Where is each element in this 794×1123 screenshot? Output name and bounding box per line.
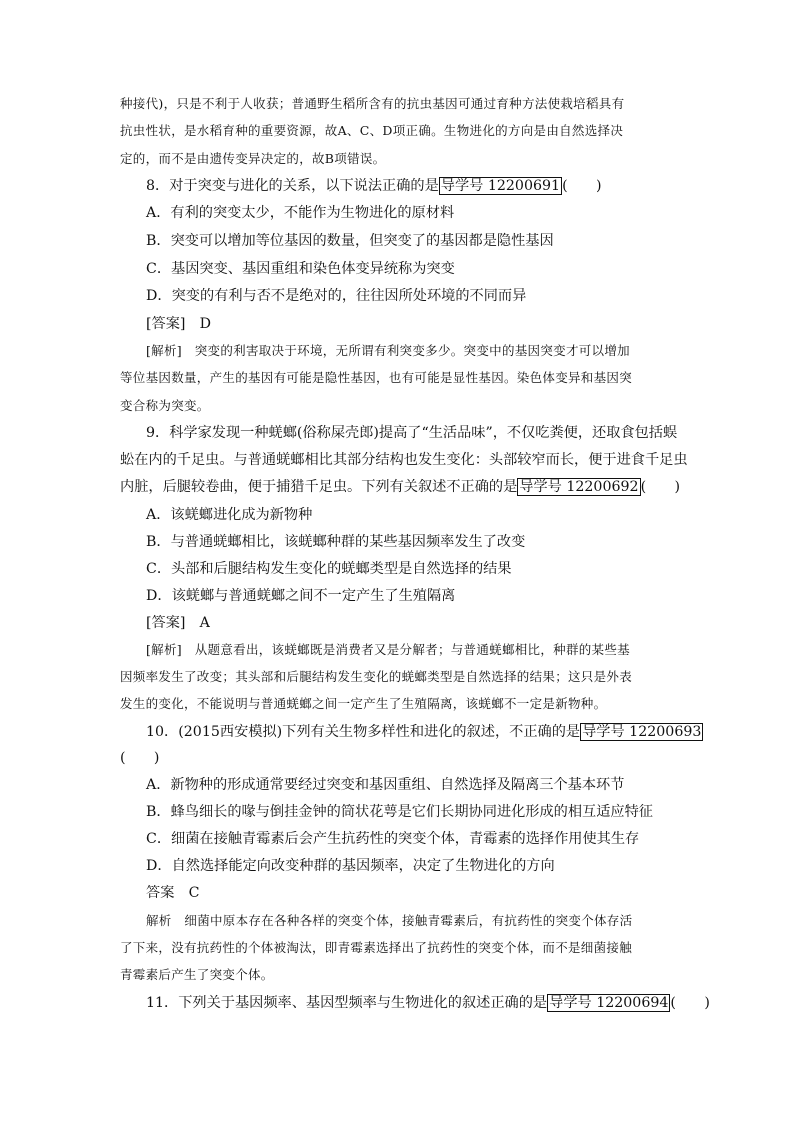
option-d: D．自然选择能定向改变种群的基因频率，决定了生物进化的方向 [146, 858, 555, 874]
explanation-line: 青霉素后产生了突变个体。 [120, 967, 274, 982]
question-text: 10．(2015西安模拟)下列有关生物多样性和进化的叙述，不正确的是 [146, 724, 581, 740]
question-code-box: 导学号 12200693 [582, 724, 702, 740]
question-8 [146, 177, 602, 195]
question-text: 11．下列关于基因频率、基因型频率与生物进化的叙述正确的是 [146, 995, 548, 1011]
question-code-box: 导学号 12200692 [519, 479, 639, 495]
question-9: 9．科学家发现一种蜣螂(俗称屎壳郎)提高了“生活品味”，不仅吃粪便，还取食包括蜈 [146, 425, 678, 441]
explanation-line: 变合称为突变。 [120, 398, 210, 413]
option-b: B．突变可以增加等位基因的数量，但突变了的基因都是隐性基因 [146, 233, 554, 249]
answer-blank: ( ) [120, 750, 160, 766]
option-c: C．细菌在接触青霉素后会产生抗药性的突变个体，青霉素的选择作用使其生存 [146, 831, 640, 847]
explanation-line: 发生的变化，不能说明与普通蜣螂之间一定产生了生殖隔离，该蜣螂不一定是新物种。 [120, 696, 607, 711]
answer-label: [答案] A [146, 615, 210, 631]
option-b: B．与普通蜣螂相比，该蜣螂种群的某些基因频率发生了改变 [146, 534, 526, 550]
answer-blank: ( ) [640, 479, 681, 495]
answer-blank: ( ) [562, 178, 602, 194]
question-code-box: 导学号 12200694 [549, 995, 669, 1011]
explanation-line: 等位基因数量，产生的基因有可能是隐性基因，也有可能是显性基因。染色体变异和基因突 [120, 370, 633, 385]
option-a: A．有利的突变太少，不能作为生物进化的原材料 [146, 205, 455, 221]
answer-label: [答案] D [146, 316, 212, 332]
option-a: A．该蜣螂进化成为新物种 [146, 507, 313, 523]
explanation-line: 了下来，没有抗药性的个体被淘汰，即青霉素选择出了抗药性的突变个体，而不是细菌接触 [120, 940, 633, 955]
answer-blank: ( ) [670, 995, 710, 1011]
explanation-line: 抗虫性状，是水稻育种的重要资源，故A、C、D项正确。生物进化的方向是由自然选择决 [120, 123, 624, 138]
option-a: A．新物种的形成通常要经过突变和基因重组、自然选择及隔离三个基本环节 [146, 777, 625, 793]
option-d: D．突变的有利与否不是绝对的，往往因所处环境的不同而异 [146, 288, 527, 304]
question-10 [146, 723, 703, 741]
question-text: 蚣在内的千足虫。与普通蜣螂相比其部分结构也发生变化：头部较窄而长，便于进食千足虫 [120, 452, 688, 468]
option-c: C．基因突变、基因重组和染色体变异统称为突变 [146, 261, 455, 277]
explanation-line: 种接代)，只是不利于人收获；普通野生稻所含有的抗虫基因可通过育种方法使栽培稻具有 [120, 96, 625, 111]
explanation-line: 解析 细菌中原本存在各种各样的突变个体，接触青霉素后，有抗药性的突变个体存活 [146, 913, 633, 928]
explanation-line: [解析] 突变的利害取决于环境，无所谓有利突变多少。突变中的基因突变才可以增加 [146, 343, 630, 358]
question-11 [146, 994, 710, 1012]
option-b: B．蜂鸟细长的喙与倒挂金钟的筒状花萼是它们长期协同进化形成的相互适应特征 [146, 804, 653, 820]
question-text: 内脏，后腿较卷曲，便于捕猎千足虫。下列有关叙述不正确的是 [120, 479, 518, 495]
option-c: C．头部和后腿结构发生变化的蜣螂类型是自然选择的结果 [146, 561, 512, 577]
question-text [120, 478, 680, 496]
explanation-line: [解析] 从题意看出，该蜣螂既是消费者又是分解者；与普通蜣螂相比，种群的某些基 [146, 642, 630, 657]
question-code-box: 导学号 12200691 [440, 178, 561, 194]
explanation-line: 定的，而不是由遗传变异决定的，故B项错误。 [120, 151, 386, 166]
answer-label: 答案 C [146, 885, 200, 901]
question-text: 8．对于突变与进化的关系，以下说法正确的是 [146, 178, 439, 194]
option-d: D．该蜣螂与普通蜣螂之间不一定产生了生殖隔离 [146, 588, 456, 604]
explanation-line: 因频率发生了改变；其头部和后腿结构发生变化的蜣螂类型是自然选择的结果；这只是外表 [120, 669, 633, 684]
